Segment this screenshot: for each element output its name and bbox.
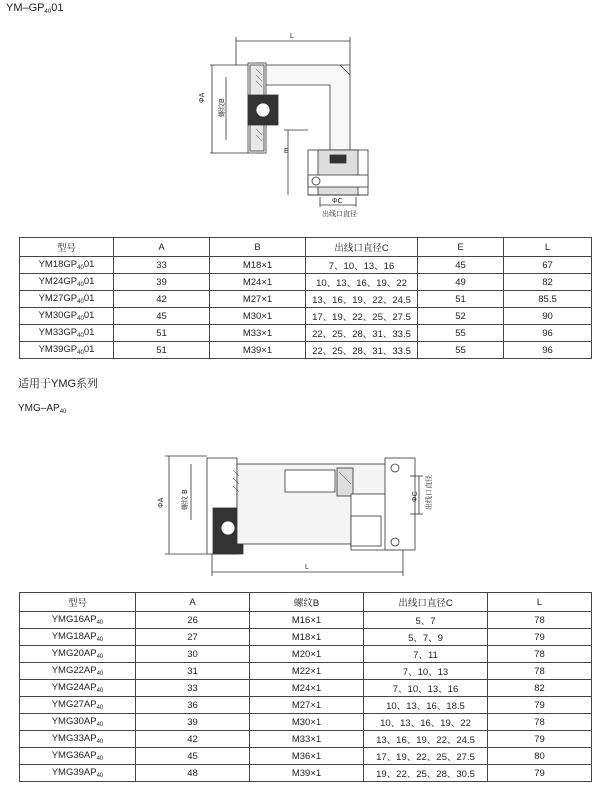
cell-l: 67	[504, 257, 592, 274]
model-sub: 40	[77, 350, 84, 356]
title2-sub: 40	[59, 409, 67, 415]
model-name: YMG33AP	[51, 733, 97, 744]
cell-a: 45	[114, 308, 210, 325]
label-l: L	[290, 33, 294, 40]
model-name: YMG24AP	[51, 682, 97, 693]
label-phi-c-2: ΦC	[412, 491, 419, 502]
table1-header: E	[418, 238, 504, 257]
table1-header: A	[114, 238, 210, 257]
table2-row	[20, 646, 592, 663]
cell-model	[20, 748, 136, 765]
cell-l: 96	[504, 342, 592, 359]
cell-c: 5、7	[364, 612, 488, 629]
cell-model	[20, 308, 114, 325]
model-end: 01	[83, 293, 95, 304]
model-name: YMG36AP	[51, 750, 97, 761]
cell-c: 10、13、16、19、22	[364, 714, 488, 731]
table1-row	[20, 257, 592, 274]
model-sub: 40	[96, 773, 104, 779]
table1-header: L	[504, 238, 592, 257]
cell-model	[20, 731, 136, 748]
cell-a: 39	[136, 714, 250, 731]
cell-a: 48	[136, 765, 250, 782]
cell-c: 7、10、13、16	[306, 257, 418, 274]
cell-model	[20, 663, 136, 680]
cell-a: 51	[114, 325, 210, 342]
label-phi-a-2: ΦA	[158, 497, 165, 508]
cell-model	[20, 291, 114, 308]
cell-a: 45	[136, 748, 250, 765]
cell-c: 10、13、16、18.5	[364, 697, 488, 714]
cell-a: 39	[114, 274, 210, 291]
table2-header: 螺纹B	[250, 593, 364, 612]
model-sub: 40	[77, 333, 84, 339]
cell-c: 19、22、25、28、30.5	[364, 765, 488, 782]
table2-row	[20, 714, 592, 731]
table2-row	[20, 765, 592, 782]
table-ym-gp	[19, 237, 592, 359]
cell-model	[20, 274, 114, 291]
cell-l: 78	[488, 612, 592, 629]
model-sub: 40	[96, 637, 104, 643]
table2-header: L	[488, 593, 592, 612]
cell-model	[20, 257, 114, 274]
cell-l: 85.5	[504, 291, 592, 308]
title-ymg-ap	[18, 403, 66, 415]
cell-b: M27×1	[210, 291, 306, 308]
model-name: YMG16AP	[51, 614, 97, 625]
table1-row	[20, 325, 592, 342]
title2-main: YMG–AP	[18, 403, 60, 414]
model-end: 01	[83, 276, 95, 287]
cell-e: 55	[418, 342, 504, 359]
table1-row	[20, 274, 592, 291]
cell-a: 31	[136, 663, 250, 680]
cell-l: 90	[504, 308, 592, 325]
table1-header-row	[20, 238, 592, 257]
table-ymg-ap	[19, 592, 592, 782]
cell-c: 7、10、13、16	[364, 680, 488, 697]
cell-c: 17、19、22、25、27.5	[306, 308, 418, 325]
model-sub: 40	[96, 705, 104, 711]
cell-b: M27×1	[250, 697, 364, 714]
cell-a: 36	[136, 697, 250, 714]
cell-l: 79	[488, 697, 592, 714]
label-phi-a: ΦA	[199, 92, 206, 103]
cell-model	[20, 629, 136, 646]
cell-b: M39×1	[210, 342, 306, 359]
model-end: 01	[83, 259, 95, 270]
table2-row	[20, 612, 592, 629]
cell-a: 30	[136, 646, 250, 663]
table1-row	[20, 308, 592, 325]
model-name: YM18GP	[38, 259, 78, 270]
cell-b: M24×1	[250, 680, 364, 697]
cell-l: 96	[504, 325, 592, 342]
model-sub: 40	[96, 671, 104, 677]
table2-row	[20, 731, 592, 748]
title1-end: 01	[51, 2, 64, 14]
table1-header: 型号	[20, 238, 114, 257]
cell-e: 55	[418, 325, 504, 342]
cell-e: 52	[418, 308, 504, 325]
table2-header-row	[20, 593, 592, 612]
cell-b: M33×1	[210, 325, 306, 342]
cell-b: M36×1	[250, 748, 364, 765]
cell-l: 79	[488, 731, 592, 748]
cell-l: 82	[488, 680, 592, 697]
label-outlet: 出线口直径	[322, 211, 357, 218]
cell-l: 82	[504, 274, 592, 291]
cell-l: 79	[488, 629, 592, 646]
cell-a: 51	[114, 342, 210, 359]
cell-b: M30×1	[250, 714, 364, 731]
cell-model	[20, 325, 114, 342]
cell-l: 78	[488, 646, 592, 663]
label-l-2: L	[305, 564, 309, 571]
cell-a: 26	[136, 612, 250, 629]
table2-header: 型号	[20, 593, 136, 612]
table2-row	[20, 680, 592, 697]
table2-header: A	[136, 593, 250, 612]
drawing-right-angle-connector	[190, 25, 380, 225]
cell-a: 33	[114, 257, 210, 274]
model-name: YM30GP	[38, 310, 78, 321]
model-end: 01	[83, 310, 95, 321]
model-sub: 40	[96, 688, 104, 694]
cell-b: M18×1	[250, 629, 364, 646]
model-sub: 40	[77, 282, 84, 288]
model-name: YM24GP	[38, 276, 78, 287]
model-name: YMG27AP	[51, 699, 97, 710]
model-name: YMG22AP	[51, 665, 97, 676]
cell-b: M22×1	[250, 663, 364, 680]
label-phi-c: ΦC	[332, 198, 343, 205]
model-name: YMG20AP	[51, 648, 97, 659]
cell-a: 27	[136, 629, 250, 646]
model-name: YM39GP	[38, 344, 78, 355]
table2-row	[20, 629, 592, 646]
table2-row	[20, 697, 592, 714]
cell-c: 17、19、22、25、27.5	[364, 748, 488, 765]
cell-e: 49	[418, 274, 504, 291]
cell-l: 78	[488, 714, 592, 731]
table1-row	[20, 342, 592, 359]
cell-b: M33×1	[250, 731, 364, 748]
cell-l: 78	[488, 663, 592, 680]
cell-b: M20×1	[250, 646, 364, 663]
model-sub: 40	[96, 620, 104, 626]
model-sub: 40	[77, 299, 84, 305]
label-e: E	[284, 148, 289, 155]
model-end: 01	[83, 327, 95, 338]
table1-header: B	[210, 238, 306, 257]
cell-c: 7、10、13	[364, 663, 488, 680]
table2-header: 出线口直径C	[364, 593, 488, 612]
table2-row	[20, 663, 592, 680]
cell-model	[20, 342, 114, 359]
model-sub: 40	[96, 739, 104, 745]
cell-e: 45	[418, 257, 504, 274]
title1-sub: 40	[44, 9, 52, 15]
model-sub: 40	[77, 265, 84, 271]
title-ym-gp	[6, 2, 63, 15]
model-end: 01	[83, 344, 95, 355]
cell-c: 22、25、28、31、33.5	[306, 342, 418, 359]
model-sub: 40	[96, 756, 104, 762]
cell-model	[20, 697, 136, 714]
cell-a: 42	[136, 731, 250, 748]
model-sub: 40	[96, 722, 104, 728]
table2-row	[20, 748, 592, 765]
cell-c: 13、16、19、22、24.5	[364, 731, 488, 748]
model-name: YM33GP	[38, 327, 78, 338]
cell-c: 22、25、28、31、33.5	[306, 325, 418, 342]
label-thread-2: 螺纹 B	[182, 489, 189, 510]
cell-b: M24×1	[210, 274, 306, 291]
cell-model	[20, 646, 136, 663]
label-thread: 螺纹B	[219, 98, 226, 117]
label-outlet-2: 出线口直径	[426, 475, 433, 510]
cell-a: 33	[136, 680, 250, 697]
cell-model	[20, 680, 136, 697]
cell-c: 7、11	[364, 646, 488, 663]
cell-l: 79	[488, 765, 592, 782]
title1-main: YM–GP	[6, 2, 45, 14]
model-name: YMG30AP	[51, 716, 97, 727]
model-name: YM27GP	[38, 293, 78, 304]
cell-e: 51	[418, 291, 504, 308]
cell-b: M30×1	[210, 308, 306, 325]
model-name: YMG39AP	[51, 767, 97, 778]
cell-a: 42	[114, 291, 210, 308]
cell-l: 80	[488, 748, 592, 765]
drawing-straight-connector	[155, 450, 445, 585]
table1-row	[20, 291, 592, 308]
cell-b: M16×1	[250, 612, 364, 629]
cell-c: 13、16、19、22、24.5	[306, 291, 418, 308]
cell-b: M18×1	[210, 257, 306, 274]
cell-model	[20, 612, 136, 629]
cell-c: 10、13、16、19、22	[306, 274, 418, 291]
cell-c: 5、7、9	[364, 629, 488, 646]
model-sub: 40	[96, 654, 104, 660]
cell-model	[20, 714, 136, 731]
model-name: YMG18AP	[51, 631, 97, 642]
model-sub: 40	[77, 316, 84, 322]
cell-model	[20, 765, 136, 782]
cell-b: M39×1	[250, 765, 364, 782]
table1-header: 出线口直径C	[306, 238, 418, 257]
section-note: 适用于YMG系列	[18, 378, 99, 390]
